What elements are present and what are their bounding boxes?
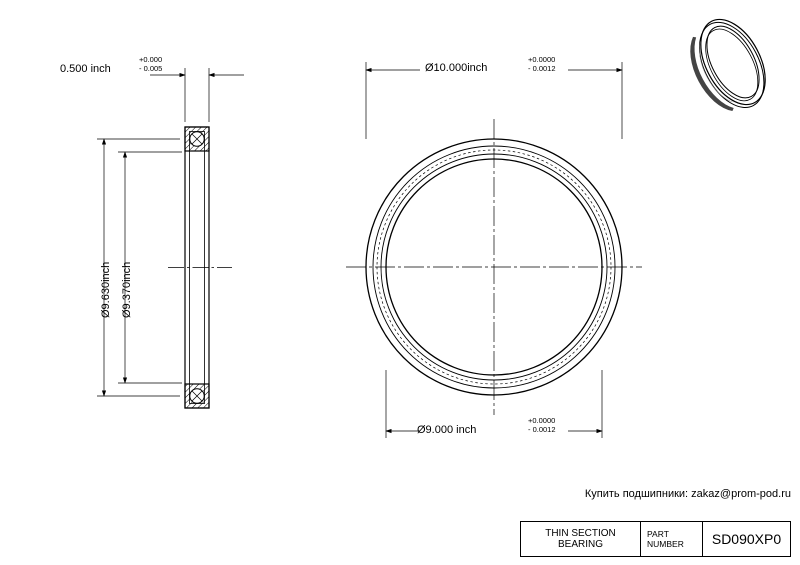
tolerance-upper: +0.000	[139, 55, 163, 64]
dimension-label-outer-diameter-section: Ø9.630inch	[100, 261, 112, 318]
tolerance-upper: +0.0000	[528, 55, 556, 64]
tolerance-upper: +0.0000	[528, 416, 556, 425]
isometric-view	[677, 9, 780, 123]
title-block-description	[521, 522, 641, 556]
tolerance-lower: - 0.0012	[528, 425, 556, 435]
dimension-label-outer-diameter-face: Ø10.000inch	[425, 62, 488, 74]
description-line-1: THIN SECTION	[545, 528, 616, 539]
tolerance-lower: - 0.0012	[528, 64, 556, 74]
title-block-part-label	[641, 522, 703, 556]
dimension-label-inner-diameter-section: Ø9.370inch	[121, 261, 133, 318]
dimension-label-width: 0.500 inch	[60, 63, 111, 75]
dimension-label-bore-diameter-face: Ø9.000 inch	[417, 424, 477, 436]
section-dimension-lines	[97, 68, 244, 396]
dimension-tolerance-bore-diameter-face	[528, 416, 556, 435]
promo-contact-text: Купить подшипники: zakaz@prom-pod.ru	[584, 488, 791, 500]
title-block-part-number: SD090XP0	[711, 531, 782, 547]
cross-section-view	[168, 127, 232, 408]
part-label-line-1: PART	[647, 529, 669, 539]
dimension-tolerance-width	[139, 55, 162, 74]
description-line-2: BEARING	[557, 539, 603, 550]
front-face-view	[346, 119, 642, 415]
dimension-tolerance-outer-diameter-face	[528, 55, 556, 74]
title-block	[520, 521, 791, 557]
part-label-line-2: NUMBER	[647, 539, 684, 549]
tolerance-lower: - 0.005	[139, 64, 163, 74]
